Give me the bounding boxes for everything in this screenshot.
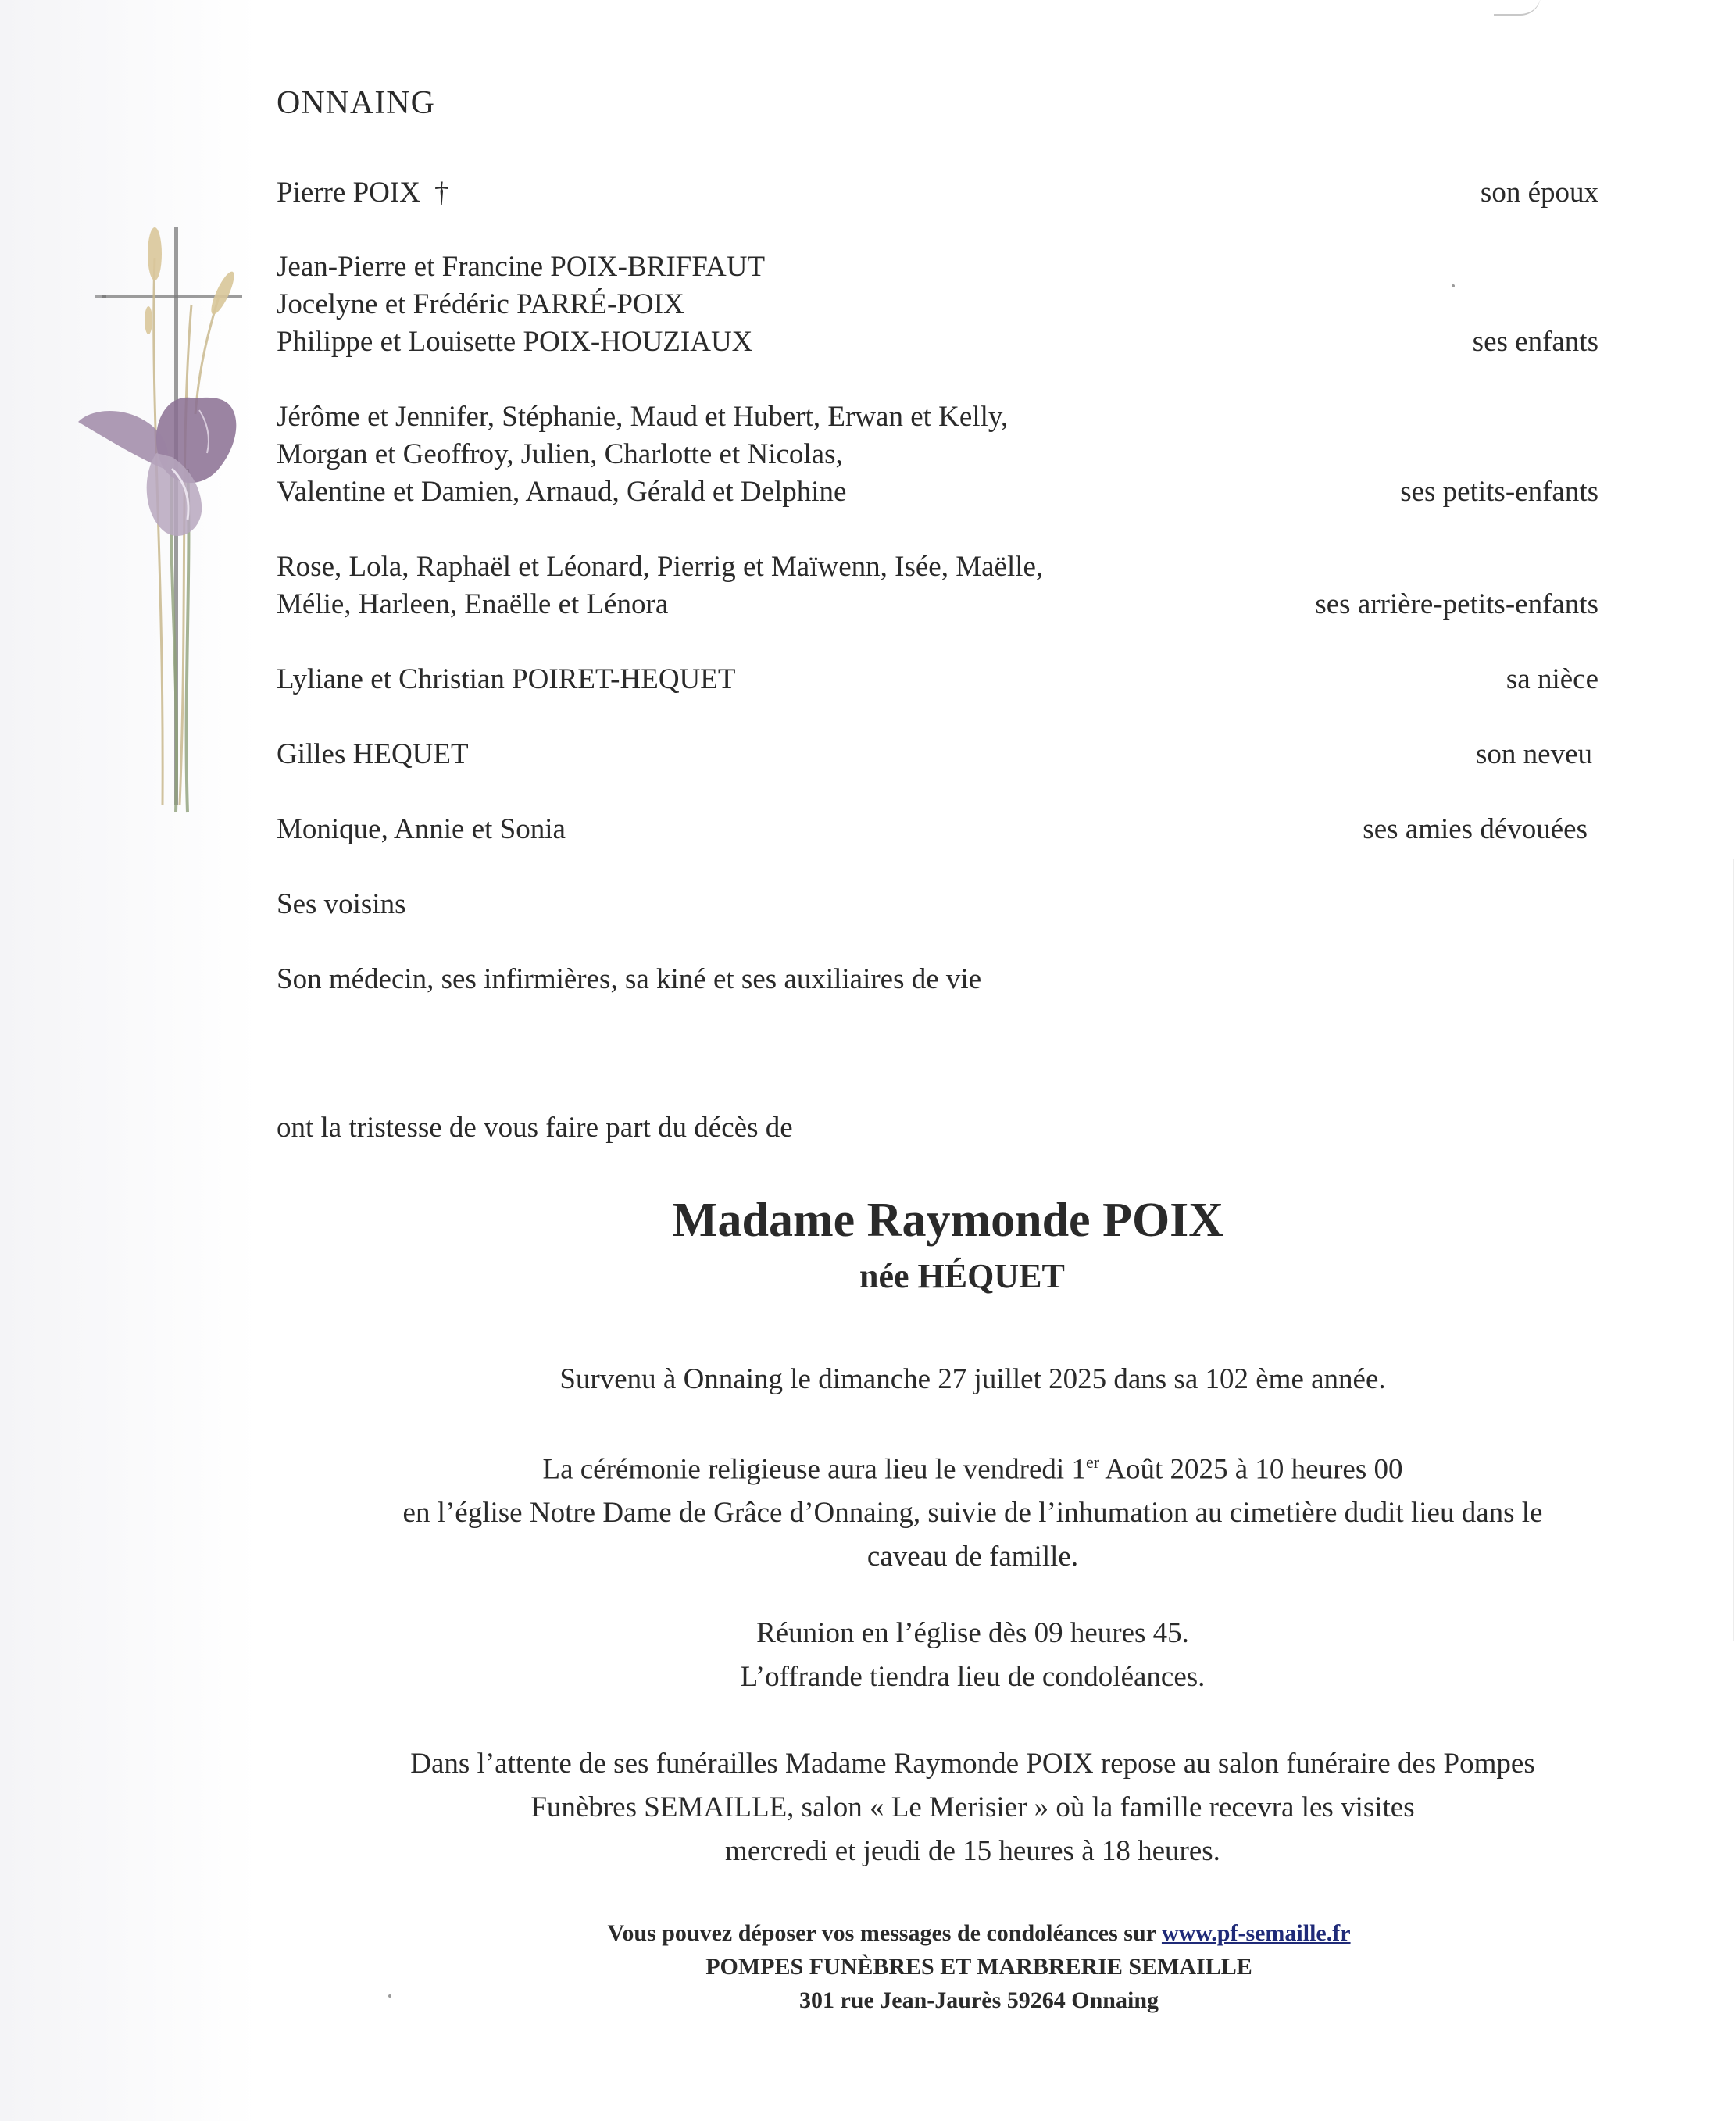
dagger-icon: † xyxy=(434,177,449,209)
meeting-line: Réunion en l’église dès 09 heures 45. xyxy=(756,1617,1189,1649)
family-care-team xyxy=(277,961,981,998)
family-name-line: Rose, Lola, Raphaël et Léonard, Pierrig et Maïwenn, Isée, Maëlle, xyxy=(277,551,1044,583)
relation-label: ses enfants xyxy=(1472,326,1598,358)
family-name-line: Jocelyne et Frédéric PARRÉ-POIX xyxy=(277,288,684,320)
scan-speck xyxy=(1452,284,1455,287)
relation-label: son neveu xyxy=(1476,738,1592,770)
relation-label: ses petits-enfants xyxy=(1400,476,1598,508)
relation-label: son époux xyxy=(1480,177,1598,209)
relation-label: ses amies dévouées xyxy=(1363,813,1588,845)
family-name-line: Ses voisins xyxy=(277,888,406,920)
family-nephew xyxy=(277,736,469,773)
meeting-details xyxy=(0,1612,1736,1699)
ceremony-details xyxy=(0,1441,1736,1579)
visit-details xyxy=(0,1742,1736,1873)
family-great-grandchildren xyxy=(277,548,1043,623)
deceased-name: Madame Raymonde POIX xyxy=(672,1194,1224,1247)
family-name-line: Valentine et Damien, Arnaud, Gérald et Delphine xyxy=(277,476,847,508)
relation-label: sa nièce xyxy=(1506,663,1598,695)
family-grandchildren xyxy=(277,398,1008,511)
ceremony-line-2: en l’église Notre Dame de Grâce d’Onnaing, suivie de l’inhumation au cimetière dudit lieu dans le xyxy=(402,1497,1543,1530)
family-name-line: Son médecin, ses infirmières, sa kiné et ses auxiliaires de vie xyxy=(277,963,982,995)
family-neighbors xyxy=(277,886,406,923)
cross-lily-decoration xyxy=(63,211,273,836)
ceremony-line-1: La cérémonie religieuse aura lieu le vendredi 1er Août 2025 à 10 heures 00 xyxy=(542,1452,1403,1486)
website-link[interactable]: www.pf-semaille.fr xyxy=(1161,1920,1351,1946)
family-name-line: Morgan et Geoffroy, Julien, Charlotte et Nicolas, xyxy=(277,438,843,470)
family-name-line: Mélie, Harleen, Enaëlle et Lénora xyxy=(277,588,669,620)
family-niece xyxy=(277,661,735,698)
family-name-line: Jérôme et Jennifer, Stéphanie, Maud et Hubert, Erwan et Kelly, xyxy=(277,401,1009,433)
family-name-line: Jean-Pierre et Francine POIX-BRIFFAUT xyxy=(277,251,766,283)
family-spouse xyxy=(277,174,448,212)
visit-line-2: Funèbres SEMAILLE, salon « Le Merisier » où la famille recevra les visites xyxy=(530,1791,1415,1823)
visit-line-1: Dans l’attente de ses funérailles Madame Raymonde POIX repose au salon funéraire des Pompes xyxy=(410,1748,1535,1780)
footer xyxy=(0,1916,1736,2017)
city-heading: ONNAING xyxy=(277,85,435,121)
visit-line-3: mercredi et jeudi de 15 heures à 18 heures. xyxy=(725,1835,1220,1867)
ceremony-line-3: caveau de famille. xyxy=(866,1541,1079,1573)
company-name: POMPES FUNÈBRES ET MARBRERIE SEMAILLE xyxy=(705,1954,1252,1980)
family-name-line: Philippe et Louisette POIX-HOUZIAUX xyxy=(277,326,753,358)
announcement-intro: ont la tristesse de vous faire part du décès de xyxy=(277,1112,793,1144)
family-friends xyxy=(277,811,566,848)
scan-corner-mark xyxy=(1494,0,1541,16)
family-name-line: Monique, Annie et Sonia xyxy=(277,813,566,845)
condolence-message-line: Vous pouvez déposer vos messages de condoléances sur www.pf-semaille.fr xyxy=(607,1920,1351,1946)
death-line: Survenu à Onnaing le dimanche 27 juillet 2025 dans sa 102 ème année. xyxy=(559,1363,1386,1395)
offering-line: L’offrande tiendra lieu de condoléances. xyxy=(740,1661,1206,1693)
family-name-line: Lyliane et Christian POIRET-HEQUET xyxy=(277,663,736,695)
deceased-maiden-name: née HÉQUET xyxy=(859,1257,1065,1295)
family-name-line: Pierre POIX xyxy=(277,177,420,209)
relation-label: ses arrière-petits-enfants xyxy=(1315,588,1598,620)
death-notice xyxy=(0,1358,1736,1402)
scan-speck xyxy=(388,1994,391,1998)
family-children xyxy=(277,248,765,361)
company-address: 301 rue Jean-Jaurès 59264 Onnaing xyxy=(798,1987,1159,2013)
family-name-line: Gilles HEQUET xyxy=(277,738,469,770)
